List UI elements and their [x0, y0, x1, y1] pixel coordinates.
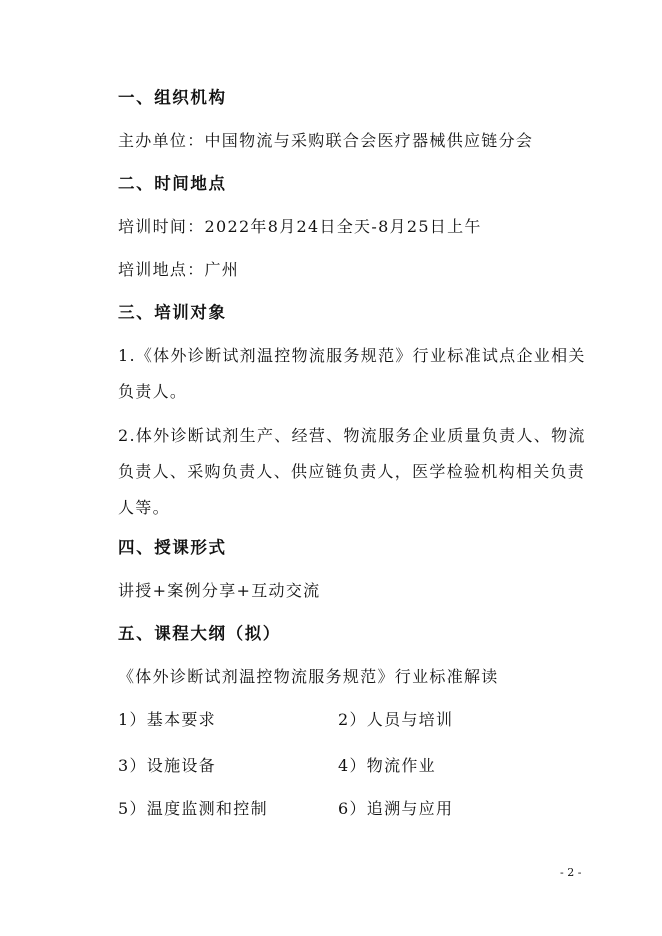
- outline-item: 1）基本要求: [118, 710, 216, 729]
- heading-audience: 三、培训对象: [118, 303, 227, 322]
- audience-item-2: [118, 418, 588, 526]
- outline-subtitle: 《体外诊断试剂温控物流服务规范》行业标准解读: [118, 667, 499, 686]
- heading-organization: 一、组织机构: [118, 88, 227, 107]
- page-number: - 2 -: [560, 866, 582, 879]
- heading-outline: 五、课程大纲（拟）: [118, 624, 281, 643]
- audience-item-1-text: 1.《体外诊断试剂温控物流服务规范》行业标准试点企业相关负责人。: [118, 346, 586, 401]
- outline-item: 3）设施设备: [118, 756, 216, 775]
- audience-item-2-text: 2.体外诊断试剂生产、经营、物流服务企业质量负责人、物流负责人、采购负责人、供应链负责人，医学检验机构相关负责人等。: [118, 426, 586, 517]
- outline-item: 2）人员与培训: [338, 710, 454, 729]
- format-text: 讲授+案例分享+互动交流: [118, 581, 321, 600]
- training-place-text: 培训地点：广州: [118, 260, 240, 279]
- audience-item-1: [118, 338, 588, 410]
- outline-item: 6）追溯与应用: [338, 799, 454, 818]
- outline-item: 5）温度监测和控制: [118, 799, 268, 818]
- heading-time-place: 二、时间地点: [118, 174, 227, 193]
- heading-format: 四、授课形式: [118, 538, 227, 557]
- training-time-text: 培训时间：2022年8月24日全天-8月25日上午: [118, 217, 482, 236]
- organizer-text: 主办单位：中国物流与采购联合会医疗器械供应链分会: [118, 131, 534, 150]
- outline-item: 4）物流作业: [338, 756, 436, 775]
